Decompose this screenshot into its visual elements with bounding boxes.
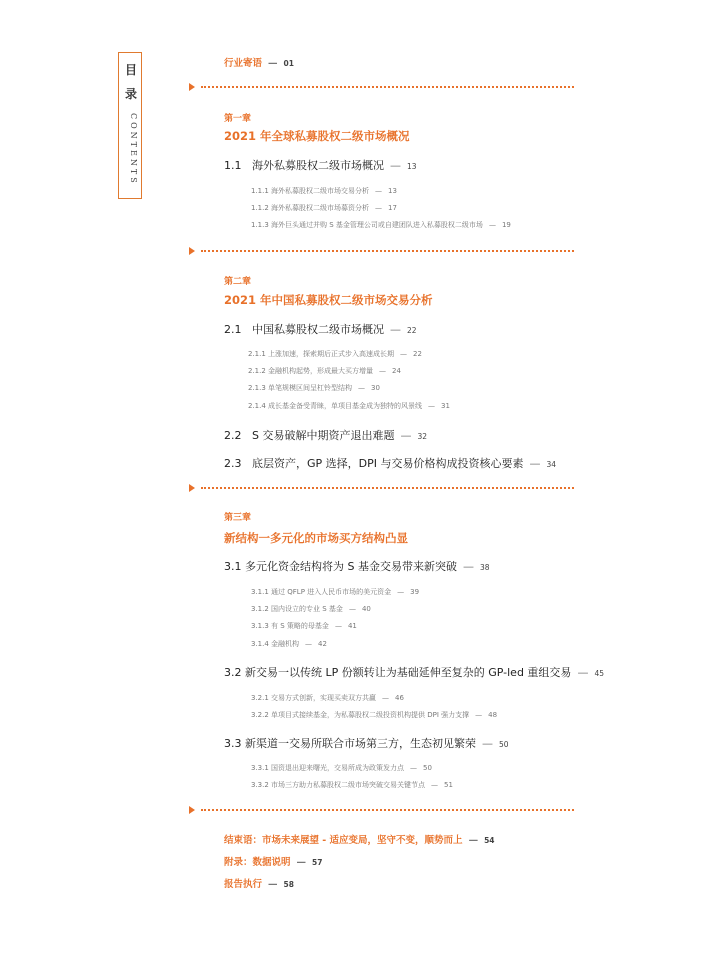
preface-page: 01 bbox=[283, 59, 294, 68]
contents-sidebar bbox=[118, 52, 142, 199]
sidebar-subtitle: CONTENTS bbox=[129, 113, 138, 186]
toc-section-2-1[interactable]: 2.1 中国私募股权二级市场概况 — 22 bbox=[224, 323, 417, 336]
separator-1 bbox=[189, 83, 574, 91]
toc-sub-1-1-3[interactable]: 1.1.3 海外巨头通过并购 S 基金管理公司或自建团队进入私募股权二级市场 — 19 bbox=[251, 221, 511, 229]
toc-sub-3-2-1[interactable]: 3.2.1 交易方式创新，实现买卖双方共赢 — 46 bbox=[251, 694, 404, 702]
toc-section-3-1[interactable]: 3.1 多元化资金结构将为 S 基金交易带来新突破 — 38 bbox=[224, 560, 490, 573]
toc-sub-3-3-2[interactable]: 3.3.2 市场三方助力私募股权二级市场突破交易关键节点 — 51 bbox=[251, 781, 453, 789]
toc-section-1-1[interactable]: 1.1 海外私募股权二级市场概况 — 13 bbox=[224, 159, 417, 172]
toc-section-2-3[interactable]: 2.3 底层资产，GP 选择，DPI 与交易价格构成投资核心要素 — 34 bbox=[224, 457, 557, 470]
toc-sub-2-1-3[interactable]: 2.1.3 单笔规模区间呈杠铃型结构 — 30 bbox=[248, 384, 380, 392]
chapter-2-label: 第二章 bbox=[224, 277, 252, 287]
preface-title: 行业寄语 bbox=[224, 58, 263, 69]
toc-sub-2-1-4[interactable]: 2.1.4 成长基金备受青睐，单项目基金成为独特的风景线 — 31 bbox=[248, 402, 450, 410]
separator-4 bbox=[189, 806, 574, 814]
chapter-1-label: 第一章 bbox=[224, 114, 252, 124]
toc-sub-2-1-2[interactable]: 2.1.2 金融机构起势，形成最大买方增量 — 24 bbox=[248, 367, 401, 375]
toc-preface[interactable]: 行业寄语 — 01 bbox=[224, 58, 294, 69]
sidebar-title-char-2: 录 bbox=[124, 87, 137, 101]
toc-sub-3-2-2[interactable]: 3.2.2 单项目式接续基金，为私募股权二级投资机构提供 DPI 强力支撑 — 48 bbox=[251, 711, 498, 719]
toc-sub-1-1-2[interactable]: 1.1.2 海外私募股权二级市场募资分析 — 17 bbox=[251, 204, 397, 212]
toc-sub-3-1-2[interactable]: 3.1.2 国内设立的专业 S 基金 — 40 bbox=[251, 605, 371, 613]
toc-section-3-3[interactable]: 3.3 新渠道一交易所联合市场第三方，生态初见繁荣 — 50 bbox=[224, 737, 509, 750]
toc-sub-1-1-1[interactable]: 1.1.1 海外私募股权二级市场交易分析 — 13 bbox=[251, 187, 397, 195]
chapter-3-label: 第三章 bbox=[224, 513, 252, 523]
chapter-3-title[interactable]: 新结构一多元化的市场买方结构凸显 bbox=[224, 531, 408, 545]
toc-appendix[interactable]: 附录：数据说明 — 57 bbox=[224, 857, 323, 868]
toc-sub-3-3-1[interactable]: 3.3.1 国资退出迎来曙光，交易所成为政策发力点 — 50 bbox=[251, 764, 432, 772]
separator-2 bbox=[189, 247, 574, 255]
toc-sub-3-1-1[interactable]: 3.1.1 通过 QFLP 进入人民币市场的美元资金 — 39 bbox=[251, 588, 420, 596]
toc-section-2-2[interactable]: 2.2 S 交易破解中期资产退出难题 — 32 bbox=[224, 429, 428, 442]
toc-sub-3-1-4[interactable]: 3.1.4 金融机构 — 42 bbox=[251, 640, 327, 648]
chapter-1-title[interactable]: 2021 年全球私募股权二级市场概况 bbox=[224, 129, 410, 143]
separator-3 bbox=[189, 484, 574, 492]
sidebar-title-char-1: 目 bbox=[124, 63, 137, 77]
chapter-2-title[interactable]: 2021 年中国私募股权二级市场交易分析 bbox=[224, 293, 433, 307]
toc-report-team[interactable]: 报告执行 — 58 bbox=[224, 879, 294, 890]
toc-sub-2-1-1[interactable]: 2.1.1 上涨加速，探索期后正式步入高速成长期 — 22 bbox=[248, 350, 422, 358]
toc-conclusion[interactable]: 结束语：市场未来展望 - 适应变局，坚守不变，顺势而上 — 54 bbox=[224, 835, 495, 846]
toc-section-3-2[interactable]: 3.2 新交易一以传统 LP 份额转让为基础延伸至复杂的 GP-led 重组交易 — 45 bbox=[224, 666, 604, 679]
toc-sub-3-1-3[interactable]: 3.1.3 有 S 策略的母基金 — 41 bbox=[251, 622, 357, 630]
